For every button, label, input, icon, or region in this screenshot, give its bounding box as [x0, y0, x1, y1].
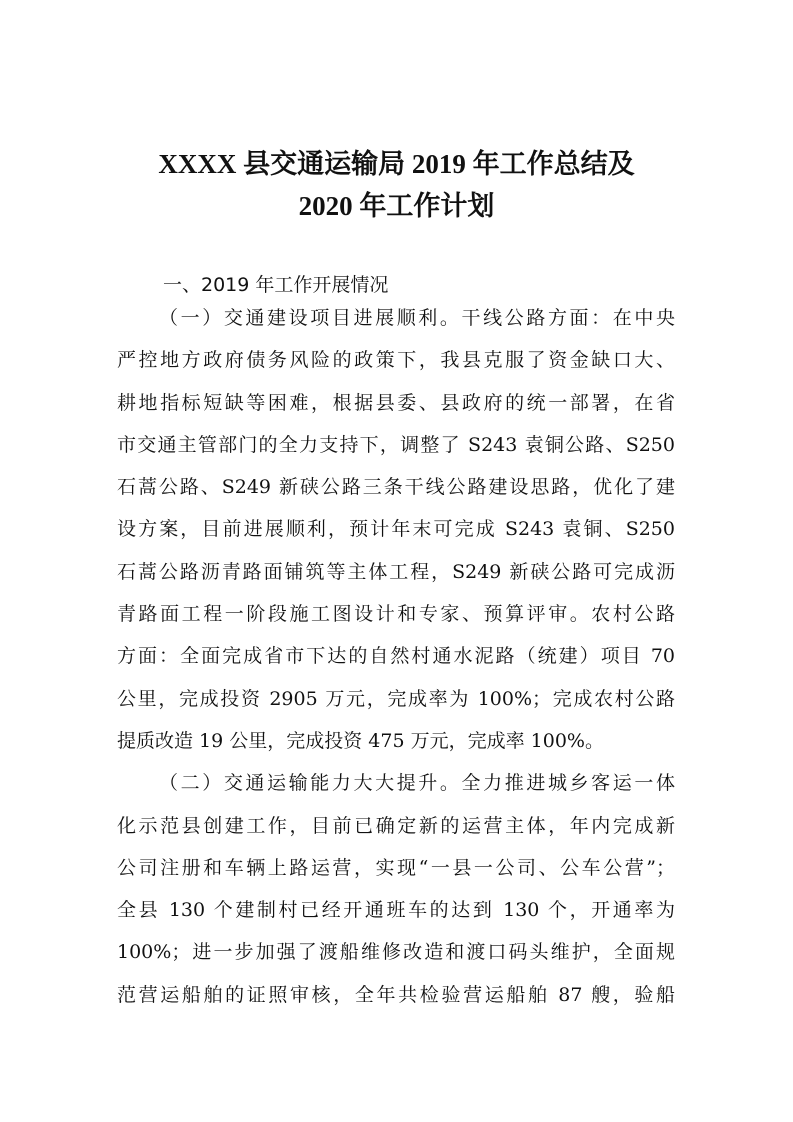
paragraph-line: 耕地指标短缺等困难，根据县委、县政府的统一部署，在省 [117, 391, 675, 414]
paragraph-line: 全县 130 个建制村已经开通班车的达到 130 个，开通率为 [117, 899, 675, 922]
paragraph-line: 设方案，目前进展顺利，预计年末可完成 S243 袁铜、S250 [117, 518, 675, 541]
paragraph-line: 石蒿公路沥青路面铺筑等主体工程，S249 新硖公路可完成沥 [117, 560, 675, 583]
document-title-line-1: XXXX 县交通运输局 2019 年工作总结及 [158, 149, 635, 179]
paragraph-line: 公里，完成投资 2905 万元，完成率为 100%；完成农村公路 [117, 687, 675, 710]
paragraph-line: 石蒿公路、S249 新硖公路三条干线公路建设思路，优化了建 [117, 476, 675, 499]
document-title-line-2: 2020 年工作计划 [298, 191, 495, 221]
document-body [117, 297, 675, 1016]
paragraph-line: 市交通主管部门的全力支持下，调整了 S243 袁铜公路、S250 [117, 433, 675, 456]
paragraph-line: 青路面工程一阶段施工图设计和专家、预算评审。农村公路 [117, 603, 675, 626]
paragraph-line: 100%；进一步加强了渡船维修改造和渡口码头维护，全面规 [117, 941, 675, 964]
section-heading: 一、2019 年工作开展情况 [163, 274, 389, 296]
paragraph-line: 提质改造 19 公里，完成投资 475 万元，完成率 100%。 [117, 729, 604, 752]
paragraph-line: 严控地方政府债务风险的政策下，我县克服了资金缺口大、 [117, 349, 675, 372]
paragraph-line: 公司注册和车辆上路运营，实现“一县一公司、公车公营”； [117, 856, 675, 879]
paragraph-line: 方面：全面完成省市下达的自然村通水泥路（统建）项目 70 [117, 645, 675, 668]
paragraph-line: （一）交通建设项目进展顺利。干线公路方面：在中央 [159, 307, 675, 329]
paragraph-line: 范营运船舶的证照审核，全年共检验营运船舶 87 艘，验船 [117, 983, 675, 1006]
paragraph-line: 化示范县创建工作，目前已确定新的运营主体，年内完成新 [117, 814, 675, 837]
paragraph-line: （二）交通运输能力大大提升。全力推进城乡客运一体 [159, 772, 675, 795]
